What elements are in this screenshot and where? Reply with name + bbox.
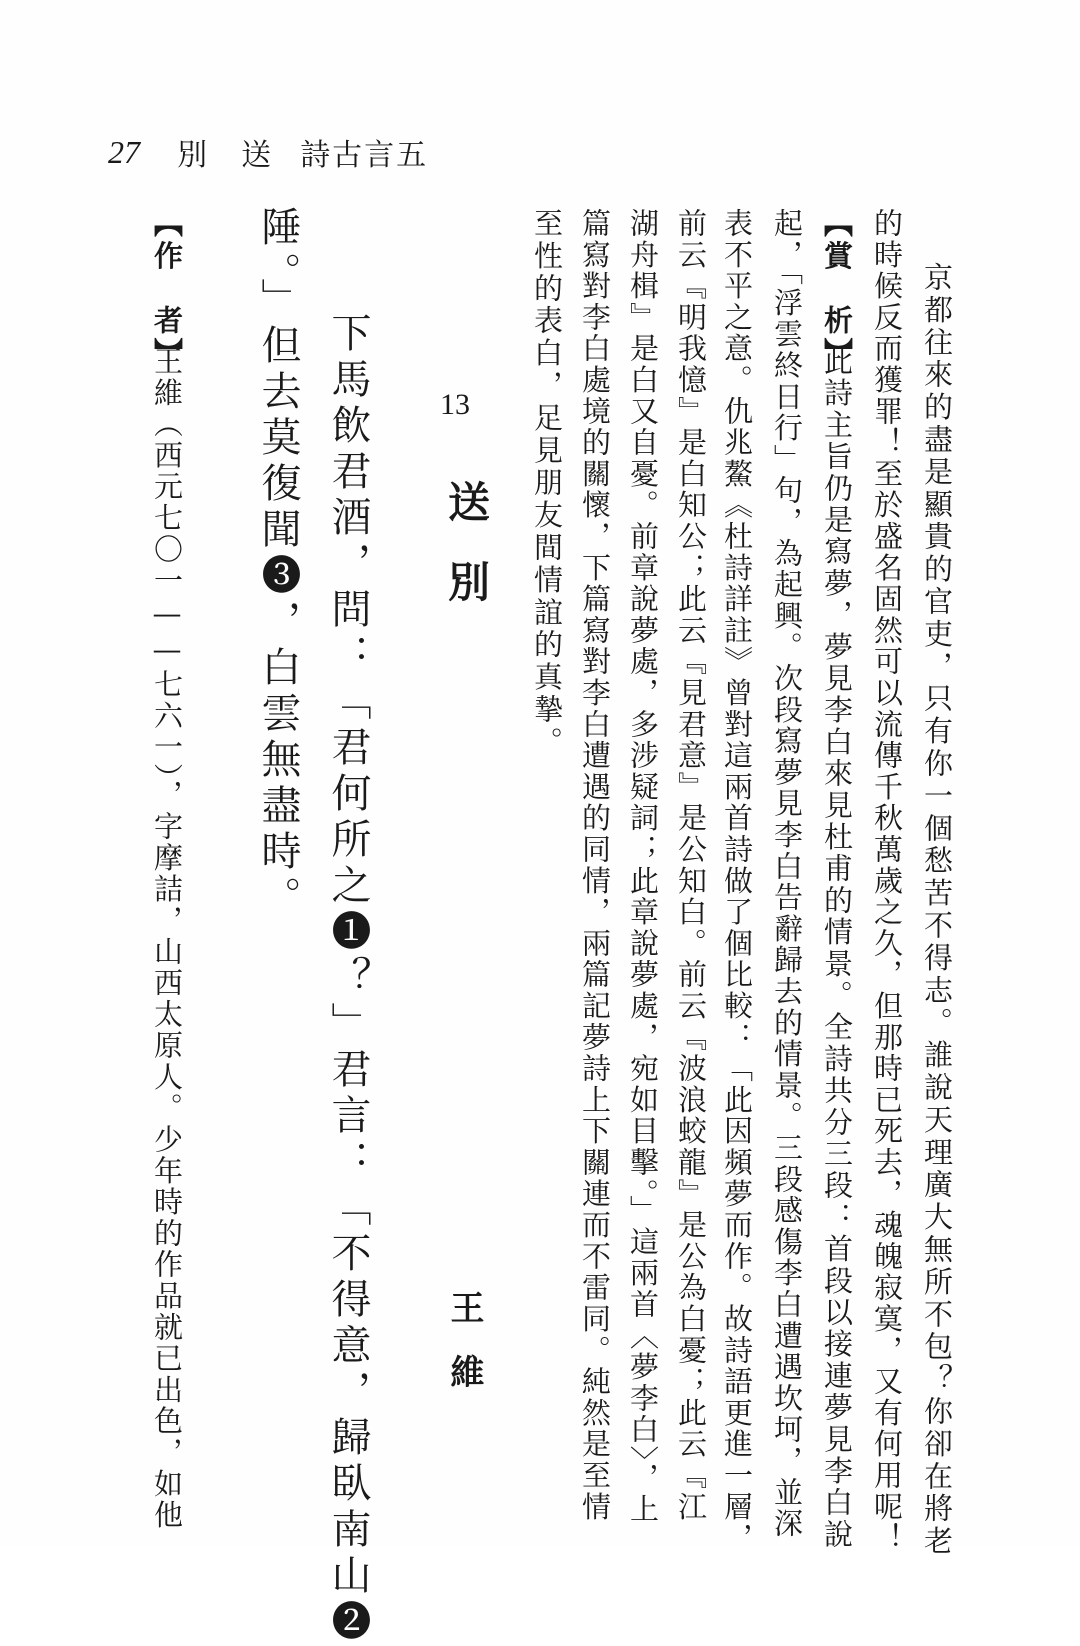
prev-discussion-col-2: 的時候反而獲罪！至於盛名固然可以流傳千秋萬歲之久，但那時已死去，魂魄寂寞，又有何用呢！	[870, 208, 904, 1554]
page-number: 27	[108, 133, 140, 170]
appreciation-col-4: 前云『明我憶』是白知公；此云『見君意』是公知白。前云『波浪蛟龍』是公為白憂；此云『江	[674, 208, 708, 1523]
appreciation-col-1: 此詩主旨仍是寫夢，夢見李白來見杜甫的情景。全詩共分三段：首段以接連夢見李白說	[820, 346, 854, 1551]
appreciation-col-6: 篇寫對李白處境的關懷，下篇寫對李白遭遇的同情，兩篇記夢詩上下關連而不雷同。純然是至情	[578, 208, 612, 1523]
running-title: 別 送	[177, 138, 274, 173]
appreciation-col-5: 湖舟楫』是白又自憂。前章說夢處，多涉疑詞；此章說夢處，宛如目擊。」這兩首〈夢李白〉，上	[626, 208, 660, 1525]
poem-number: 13	[440, 388, 470, 421]
author-tag: 【作 者】	[150, 208, 184, 370]
appreciation-col-2: 起，「浮雲終日行」句，為起興。次段寫夢見李白告辭歸去的情景。三段感傷李白遭遇坎坷，並深	[770, 208, 804, 1540]
appreciation-tag: 【賞 析】	[820, 208, 854, 370]
poem-line-1: 下馬飲君酒，問：「君何所之❶？」君言：「不得意，歸臥南山❷	[325, 312, 371, 1646]
section-title: 詩古言五	[300, 138, 429, 173]
appreciation-col-7: 至性的表白，足見朋友間情誼的真摯。	[530, 208, 564, 759]
poem-line-2: 陲。」但去莫復聞❸，白雲無盡時。	[255, 206, 301, 922]
page-header	[108, 130, 428, 174]
author-text: 王維（西元七〇一——七六一），字摩詰，山西太原人。少年時的作品就已出色，如他	[150, 346, 184, 1531]
poet-name: 王維	[444, 1290, 484, 1418]
poem-title: 送別	[442, 480, 491, 640]
appreciation-col-3: 表不平之意。仇兆鰲《杜詩詳註》曾對這兩首詩做了個比較：「此因頻夢而作。故詩語更進一層，	[720, 208, 754, 1554]
prev-discussion-col-1: 京都往來的盡是顯貴的官吏，只有你一個愁苦不得志。誰說天理廣大無所不包？你卻在將老	[920, 262, 954, 1558]
